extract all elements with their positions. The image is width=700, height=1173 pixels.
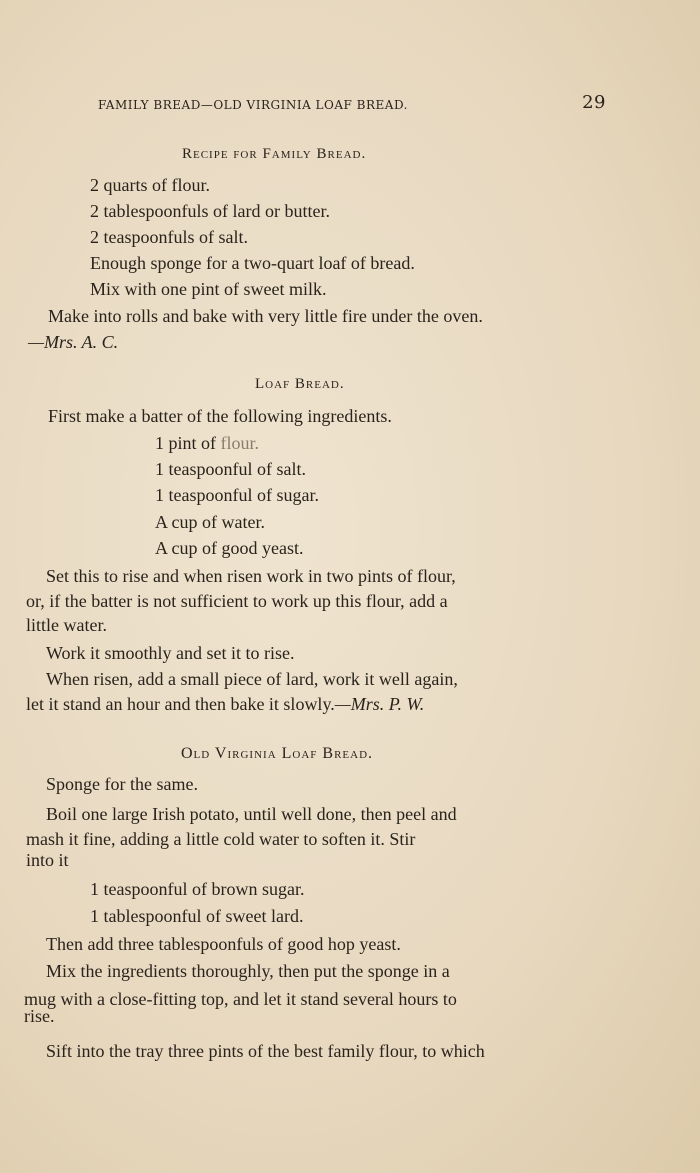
ingredient-text: 1 pint of [155,433,221,453]
paragraph-line: Work it smoothly and set it to rise. [46,643,295,663]
paragraph-line: First make a batter of the following ingredients. [48,406,392,426]
paragraph-line: little water. [26,615,107,635]
paragraph-line: Make into rolls and bake with very little fire under the oven. [48,306,483,326]
page-number: 29 [582,92,606,113]
paragraph-line [26,693,424,715]
ingredient-line: 2 teaspoonfuls of salt. [90,227,248,247]
ingredient-line: Mix with one pint of sweet milk. [90,279,327,299]
page-header [98,92,610,118]
paragraph-line: Sift into the tray three pints of the best family flour, to which [46,1041,485,1061]
paragraph-line: mug with a close-fitting top, and let it stand several hours to [24,989,457,1009]
ingredient-line: 1 teaspoonful of brown sugar. [90,879,305,899]
paragraph-line: into it [26,850,69,870]
ingredient-line: 1 teaspoonful of sugar. [155,485,319,505]
paragraph-line: When risen, add a small piece of lard, work it well again, [46,669,458,689]
paragraph-text: let it stand an hour and then bake it slowly. [26,694,335,714]
paragraph-line: Sponge for the same. [46,774,198,794]
signature: —Mrs. P. W. [334,694,425,714]
paragraph-line: rise. [24,1006,55,1026]
ingredient-line: Enough sponge for a two-quart loaf of bread. [90,253,415,273]
faded-text: flour. [220,433,259,453]
recipe-old-virginia-title: Old Virginia Loaf Bread. [181,745,374,762]
ingredient-line [155,432,259,454]
running-head: FAMILY BREAD—OLD VIRGINIA LOAF BREAD. [98,98,408,112]
ingredient-line: A cup of water. [155,512,265,532]
ingredient-line: 1 teaspoonful of salt. [155,459,306,479]
paragraph-line: Mix the ingredients thoroughly, then put the sponge in a [46,961,450,981]
ingredient-line: 2 tablespoonfuls of lard or butter. [90,201,330,221]
ingredient-line: 1 tablespoonful of sweet lard. [90,906,304,926]
paragraph-line: Boil one large Irish potato, until well done, then peel and [46,804,457,824]
ingredient-line: 2 quarts of flour. [90,175,210,195]
recipe-loaf-bread-title: Loaf Bread. [255,376,345,392]
paragraph-line: mash it fine, adding a little cold water to soften it. Stir [26,829,416,849]
recipe-family-bread-title: Recipe for Family Bread. [182,146,367,162]
paragraph-line: or, if the batter is not sufficient to work up this flour, add a [26,591,448,611]
paragraph-line: Set this to rise and when risen work in two pints of flour, [46,566,456,586]
signature: —Mrs. A. C. [28,332,119,352]
ingredient-line: A cup of good yeast. [155,538,304,558]
paragraph-line: Then add three tablespoonfuls of good hop yeast. [46,934,401,954]
